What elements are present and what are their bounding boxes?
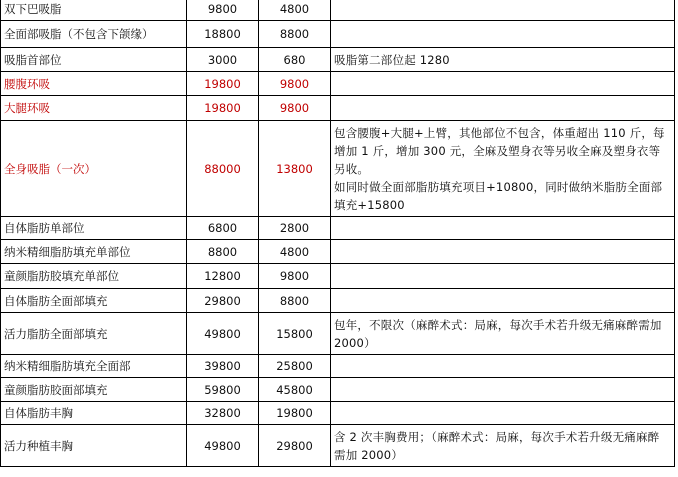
item-name: 活力脂肪全面部填充 (1, 313, 187, 355)
price-b: 13800 (259, 121, 331, 217)
price-a: 9800 (187, 0, 259, 21)
note-line: 含 2 次丰胸费用；（麻醉术式：局麻，每次手术若升级无痛麻醉需加 2000） (334, 429, 660, 462)
item-name: 大腿环吸 (1, 96, 187, 121)
price-b: 9800 (259, 96, 331, 121)
table-row (1, 72, 675, 96)
item-note (331, 217, 675, 240)
table-row (1, 289, 675, 313)
price-table-body (1, 0, 675, 467)
item-name: 童颜脂肪胶面部填充 (1, 378, 187, 402)
item-note (331, 264, 675, 289)
table-row (1, 96, 675, 121)
item-name: 双下巴吸脂 (1, 0, 187, 21)
item-note (331, 48, 675, 72)
item-note (331, 72, 675, 96)
price-b: 25800 (259, 355, 331, 378)
item-name: 纳米精细脂肪填充全面部 (1, 355, 187, 378)
item-name: 吸脂首部位 (1, 48, 187, 72)
price-a: 12800 (187, 264, 259, 289)
item-name: 全面部吸脂（不包含下颌缘） (1, 21, 187, 48)
item-name: 自体脂肪丰胸 (1, 402, 187, 425)
table-row (1, 402, 675, 425)
item-note (331, 289, 675, 313)
note-line: 如同时做全面部脂肪填充项目+10800，同时做纳米脂肪全面部填充+15800 (334, 179, 663, 212)
price-a: 32800 (187, 402, 259, 425)
item-name: 童颜脂肪胶填充单部位 (1, 264, 187, 289)
price-b: 4800 (259, 240, 331, 264)
note-line: 包年，不限次（麻醉术式：局麻，每次手术若升级无痛麻醉需加 2000） (334, 317, 662, 350)
price-a: 6800 (187, 217, 259, 240)
price-a: 19800 (187, 96, 259, 121)
item-name: 自体脂肪全面部填充 (1, 289, 187, 313)
item-name: 活力种植丰胸 (1, 425, 187, 467)
price-a: 29800 (187, 289, 259, 313)
price-a: 18800 (187, 21, 259, 48)
price-b: 15800 (259, 313, 331, 355)
note-line: 包含腰腹+大腿+上臂，其他部位不包含，体重超出 110 斤，每增加 1 斤，增加 300 元，全麻及塑身衣等另收全麻及塑身衣等另收。 (334, 125, 665, 176)
price-b: 45800 (259, 378, 331, 402)
price-b: 8800 (259, 21, 331, 48)
item-note (331, 21, 675, 48)
price-a: 3000 (187, 48, 259, 72)
price-a: 88000 (187, 121, 259, 217)
table-row (1, 0, 675, 21)
price-b: 9800 (259, 72, 331, 96)
item-note (331, 240, 675, 264)
item-note (331, 313, 675, 355)
price-b: 680 (259, 48, 331, 72)
table-row (1, 217, 675, 240)
table-row (1, 425, 675, 467)
price-a: 39800 (187, 355, 259, 378)
item-name: 腰腹环吸 (1, 72, 187, 96)
item-note (331, 378, 675, 402)
price-b: 9800 (259, 264, 331, 289)
price-b: 2800 (259, 217, 331, 240)
item-note (331, 121, 675, 217)
item-name: 全身吸脂（一次） (1, 121, 187, 217)
price-b: 8800 (259, 289, 331, 313)
item-note (331, 0, 675, 21)
item-note (331, 425, 675, 467)
table-row (1, 378, 675, 402)
price-a: 49800 (187, 313, 259, 355)
table-row (1, 21, 675, 48)
item-name: 纳米精细脂肪填充单部位 (1, 240, 187, 264)
price-b: 19800 (259, 402, 331, 425)
table-row (1, 240, 675, 264)
price-a: 8800 (187, 240, 259, 264)
item-name: 自体脂肪单部位 (1, 217, 187, 240)
item-note (331, 402, 675, 425)
price-a: 19800 (187, 72, 259, 96)
price-a: 59800 (187, 378, 259, 402)
item-note (331, 96, 675, 121)
table-row (1, 355, 675, 378)
note-line: 吸脂第二部位起 1280 (334, 52, 450, 67)
price-b: 4800 (259, 0, 331, 21)
table-row (1, 121, 675, 217)
table-row (1, 313, 675, 355)
table-row (1, 264, 675, 289)
item-note (331, 355, 675, 378)
table-row (1, 48, 675, 72)
price-a: 49800 (187, 425, 259, 467)
price-b: 29800 (259, 425, 331, 467)
